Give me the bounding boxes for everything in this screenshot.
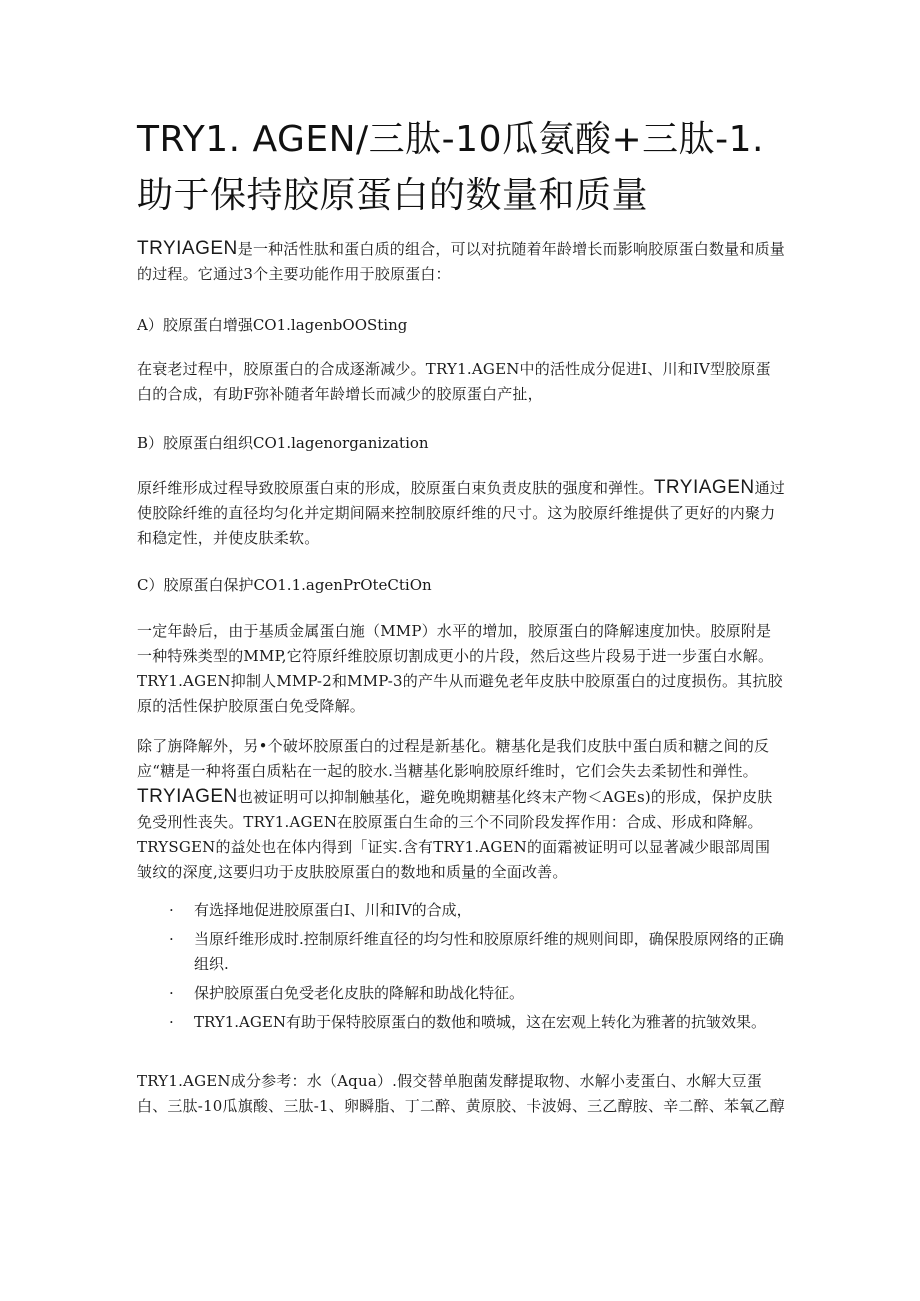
product-name: TRYIAGEN [137, 238, 238, 259]
intro-text: 是一种活性肽和蛋白质的组合，可以对抗随着年龄增长而影响胶原蛋白数量和质量的过程。它通过3个主要功能作用于胶原蛋白： [137, 240, 785, 283]
list-item-text: 有选择地促进胶原蛋白I、川和IV的合成， [194, 901, 472, 919]
bullet-marker: · [169, 901, 174, 919]
section-c-heading: C）胶原蛋白保护CO1.1.agenPrOteCtiOn [137, 576, 432, 594]
glycation-paragraph [137, 734, 785, 885]
product-name: TRYIAGEN [653, 477, 755, 498]
section-a-body: 在衰老过程中，胶原蛋白的合成逐渐减少。TRY1.AGEN中的活性成分促进I、川和IV型胶原蛋白的合成，有助F弥补随者年龄增长而减少的胶原蛋白产扯， [137, 360, 771, 403]
section-b-text-2: 通过使胶除纤维的直径均匀化并定期间隔来控制胶原纤维的尺寸。这为胶原纤维提供了更好的内聚力和稳定性，并使皮肤柔软。 [137, 479, 785, 547]
list-item [137, 1010, 787, 1035]
section-b-text-1: 原纤维形成过程导致胶原蛋白束的形成，胶原蛋白束负责皮肤的强度和弹性。 [137, 479, 654, 497]
section-a-heading: A）胶原蛋白增强CO1.lagenbOOSting [137, 316, 408, 334]
benefits-list [137, 898, 787, 1039]
list-item [137, 898, 787, 923]
list-item-text: 当原纤维形成时.控制原纤维直径的均匀性和胶原原纤维的规则间即，确保股原网络的正确组织. [194, 930, 784, 973]
page-title: TRY1. AGEN/三肽-10瓜氨酸+三肽-1.助于保持胶原蛋白的数量和质量 [137, 119, 764, 216]
bullet-marker: · [169, 1013, 174, 1031]
section-b-body [137, 475, 785, 551]
list-item-text: 保护胶原蛋白免受老化皮肤的降解和助战化特征。 [194, 984, 525, 1002]
glycation-text-2: 也被证明可以抑制触基化，避免晚期糖基化终末产物＜AGEs)的形成，保护皮肤免受刑性丧失。TRY1.AGEN在胶原蛋白生命的三个不同阶段发挥作用：合成、形成和降解。TRYSGEN的益处也在体内得到「证实.含有TRY1.AGEN的面霜被证明可以显著减少眼部周围皱纹的深度,这要归功于皮肤胶原蛋白的数地和质量的全面改善。 [137, 788, 773, 881]
intro-paragraph [137, 236, 785, 287]
ingredients-paragraph: TRY1.AGEN成分参考：水（Aqua）.假交替单胞菌发酵提取物、水解小麦蛋白、水解大豆蛋白、三肽-10瓜旗酸、三肽-1、卵瞬脂、丁二醉、黄原胶、卡波姆、三乙醇胺、辛二醉、苯氧乙醇 [137, 1072, 785, 1115]
section-b-heading: B）胶原蛋白组织CO1.lagenorganization [137, 434, 429, 452]
list-item [137, 981, 787, 1006]
bullet-marker: · [169, 930, 174, 948]
bullet-marker: · [169, 984, 174, 1002]
glycation-text-1: 除了旃降解外，另•个破坏胶原蛋白的过程是新基化。糖基化是我们皮肤中蛋白质和糖之间的反应“糖是一种将蛋白质粘在一起的胶水.当糖基化影响胶原纤维时，它们会失去柔韧性和弹性。 [137, 737, 770, 780]
list-item-text: TRY1.AGEN有助于保特胶原蛋白的数他和喷城，这在宏观上转化为雅著的抗皱效果。 [194, 1013, 766, 1031]
list-item [137, 927, 787, 977]
section-c-body: 一定年龄后，由于基质金属蛋白施（MMP）水平的增加，胶原蛋白的降解速度加快。胶原附是一种特殊类型的MMP,它符原纤维胶原切割成更小的片段，然后这些片段易于进一步蛋白水解。TRY1.AGEN抑制人MMP-2和MMP-3的产牛从而避免老年皮肤中胶原蛋白的过度损伤。其抗胶原的活性保护胶原蛋白免受降解。 [137, 622, 783, 715]
product-name: TRYIAGEN [137, 786, 238, 807]
